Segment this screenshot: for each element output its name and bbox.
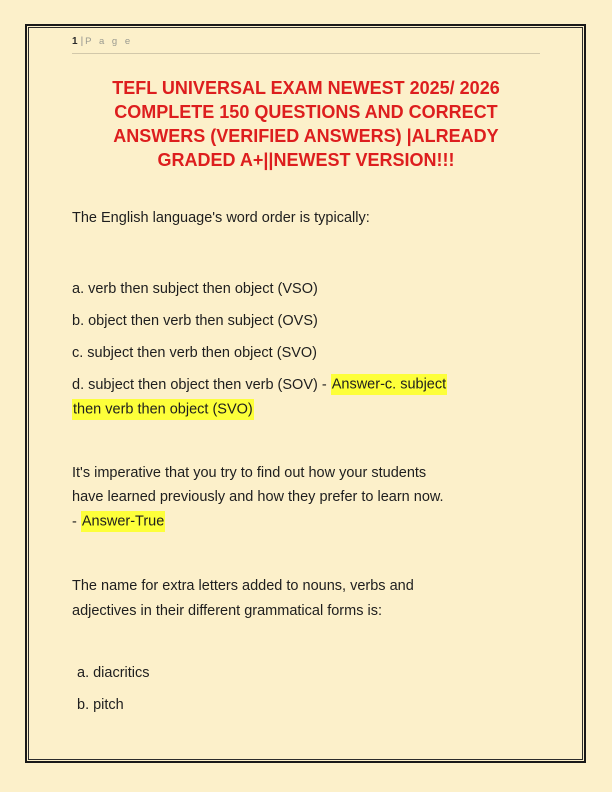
question-3-line-2: adjectives in their different grammatical forms is: xyxy=(72,602,382,619)
question-3-line-1: The name for extra letters added to nouns, verbs and xyxy=(72,578,414,594)
question-2-line-2: have learned previously and how they prefer to learn now. xyxy=(72,489,444,505)
question-3-text xyxy=(72,574,540,623)
question-3-option-a: a. diacritics xyxy=(77,665,150,681)
header-separator: | xyxy=(80,36,84,47)
page-content xyxy=(72,36,540,718)
page-header xyxy=(72,36,540,54)
title-line-2: COMPLETE 150 QUESTIONS AND CORRECT xyxy=(114,102,498,122)
question-2-line-1: It's imperative that you try to find out how your students xyxy=(72,464,427,481)
question-1-option-d xyxy=(72,373,540,422)
header-page-word: P a g e xyxy=(85,36,133,47)
question-2-answer-prefix: - xyxy=(72,513,81,530)
question-1-option-d-text: d. subject then object then verb (SOV) - xyxy=(72,376,331,393)
title-line-4: GRADED A+||NEWEST VERSION!!! xyxy=(157,150,455,170)
question-3-options xyxy=(72,661,540,718)
question-1-option-b: b. object then verb then subject (OVS) xyxy=(72,312,318,329)
question-1-options xyxy=(72,277,540,422)
question-2-text xyxy=(72,461,540,535)
question-2-answer-highlight: Answer-True xyxy=(81,511,165,532)
question-1-answer-highlight: Answer-c. subject xyxy=(331,374,447,395)
question-1-option-a: a. verb then subject then object (VSO) xyxy=(72,280,318,297)
title-line-3: ANSWERS (VERIFIED ANSWERS) |ALREADY xyxy=(113,126,499,146)
title-line-1: TEFL UNIVERSAL EXAM NEWEST 2025/ 2026 xyxy=(112,78,500,98)
question-1-option-c: c. subject then verb then object (SVO) xyxy=(72,344,318,361)
question-3-option-b: b. pitch xyxy=(77,697,124,713)
question-1-answer-highlight-line2: then verb then object (SVO) xyxy=(72,399,254,420)
question-1-text: The English language's word order is typically: xyxy=(72,210,370,226)
page-number: 1 xyxy=(72,36,79,47)
document-title xyxy=(72,76,540,172)
